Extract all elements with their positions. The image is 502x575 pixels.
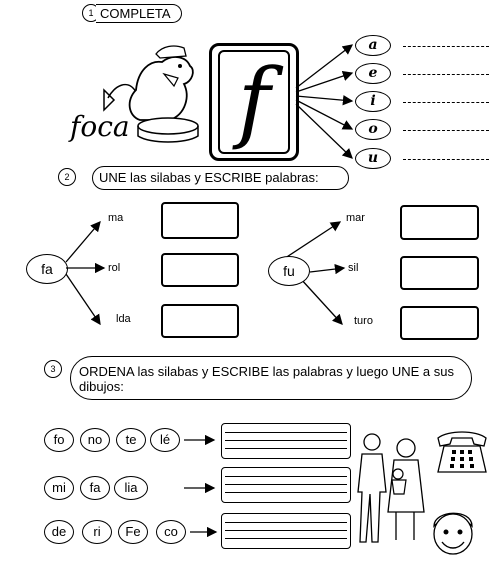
big-letter-f: f bbox=[237, 49, 271, 152]
completa-title: COMPLETA bbox=[96, 4, 182, 23]
syllable-le: lé bbox=[150, 428, 180, 452]
syllable-te: te bbox=[116, 428, 146, 452]
syllable-turo: turo bbox=[354, 315, 373, 327]
root-syllable-fu: fu bbox=[268, 256, 310, 286]
syllable-fo: fo bbox=[44, 428, 74, 452]
family-illustration bbox=[356, 432, 430, 550]
writing-lines-2[interactable] bbox=[221, 467, 351, 503]
syllable-ri: ri bbox=[82, 520, 112, 544]
telephone-illustration bbox=[434, 430, 490, 478]
syllable-mar: mar bbox=[346, 212, 365, 224]
syllable-lda: lda bbox=[116, 313, 131, 325]
syllable-mi: mi bbox=[44, 476, 74, 500]
root-syllable-fa: fa bbox=[26, 254, 68, 284]
vowel-o: o bbox=[355, 119, 391, 140]
syllable-fe: Fe bbox=[118, 520, 148, 544]
word-foca: foca bbox=[70, 110, 130, 143]
syllable-de: de bbox=[44, 520, 74, 544]
instruction-3: ORDENA las silabas y ESCRIBE las palabras y luego UNE a sus dibujos: bbox=[70, 356, 472, 400]
syllable-lia: lia bbox=[114, 476, 148, 500]
syllable-rol: rol bbox=[108, 262, 121, 274]
vowel-u: u bbox=[355, 148, 391, 169]
vowel-e: e bbox=[355, 63, 391, 84]
syllable-ma: ma bbox=[108, 212, 124, 224]
exercise-number-1: 1 bbox=[82, 4, 100, 22]
boy-face-illustration bbox=[428, 506, 478, 558]
writing-lines-1[interactable] bbox=[221, 423, 351, 459]
vowel-i: i bbox=[355, 91, 391, 112]
syllable-no: no bbox=[80, 428, 110, 452]
syllable-fa: fa bbox=[80, 476, 110, 500]
syllable-sil: sil bbox=[348, 262, 359, 274]
vowel-a: a bbox=[355, 35, 391, 56]
exercise-number-2: 2 bbox=[58, 168, 76, 186]
instruction-2: UNE las silabas y ESCRIBE palabras: bbox=[92, 166, 349, 190]
exercise-number-3: 3 bbox=[44, 360, 62, 378]
writing-lines-3[interactable] bbox=[221, 513, 351, 549]
syllable-co: co bbox=[156, 520, 186, 544]
